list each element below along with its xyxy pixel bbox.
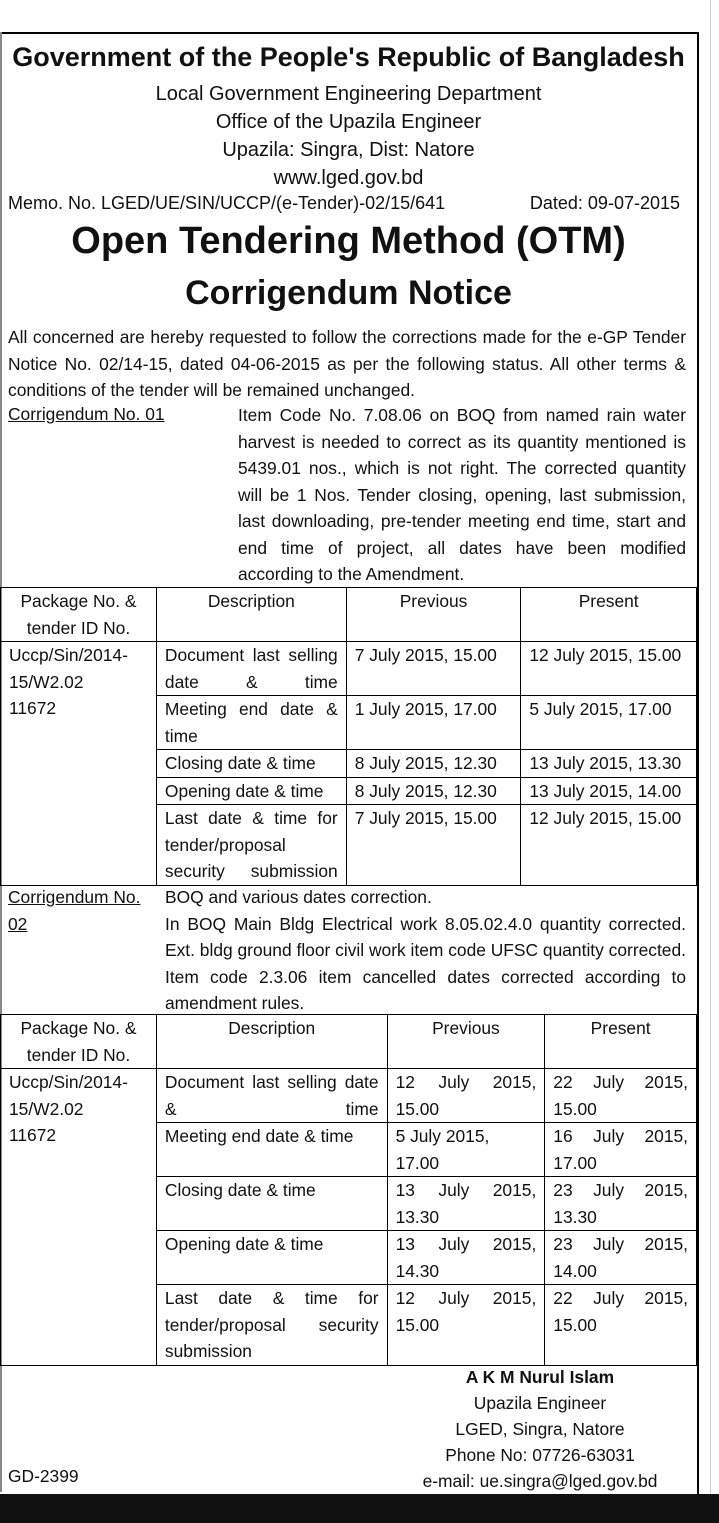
- header-package: Package No. & tender ID No.: [1, 1015, 157, 1069]
- dept-name: Local Government Engineering Department: [155, 83, 542, 105]
- package-line: Uccp/Sin/2014-: [9, 645, 128, 665]
- corrigendum-1-text: Item Code No. 7.08.06 on BOQ from named rain water harvest is needed to correct as its quantity mentioned is 5439.01 nos., which is not right. The corrected quantity will be 1 Nos. Tender closing, opening, last submission, last downloading, pre-tender meeting end time, start and end time of project, all dates have been modified according to the Amendment.: [238, 405, 686, 584]
- table-row: [1, 1069, 697, 1123]
- signatory-org: LGED, Singra, Natore: [455, 1419, 625, 1439]
- previous-cell: 13 July 2015, 14.30: [387, 1231, 545, 1285]
- corrigendum-1-label: Corrigendum No. 01: [8, 404, 165, 424]
- previous-cell: 5 July 2015, 17.00: [387, 1123, 545, 1177]
- description-cell: Opening date & time: [156, 777, 346, 805]
- description-cell: Last date & time for tender/proposal security submission: [156, 805, 346, 886]
- website: www.lged.gov.bd: [273, 167, 424, 189]
- package-line: 15/W2.02: [9, 671, 84, 692]
- present-cell: 12 July 2015, 15.00: [521, 642, 697, 696]
- signatory-designation: Upazila Engineer: [473, 1393, 607, 1413]
- signatory-name: A K M Nurul Islam: [465, 1367, 615, 1387]
- present-cell: 22 July 2015, 15.00: [545, 1285, 697, 1366]
- signatory-phone: Phone No: 07726-63031: [445, 1445, 635, 1465]
- header-previous: Previous: [346, 588, 521, 642]
- description-cell: Last date & time for tender/proposal security submission: [156, 1285, 387, 1366]
- description-cell: Closing date & time: [156, 1177, 387, 1231]
- memo-date: Dated: 09-07-2015: [529, 193, 680, 213]
- package-line: 15/W2.02: [9, 1098, 84, 1119]
- header-description: Description: [156, 588, 346, 642]
- present-cell: 13 July 2015, 13.30: [521, 750, 697, 778]
- table-row: [1, 642, 697, 696]
- footer-code: GD-2399: [8, 1466, 79, 1486]
- present-cell: 23 July 2015, 14.00: [545, 1231, 697, 1285]
- notice-subtitle: Corrigendum Notice: [185, 274, 512, 312]
- right-margin-strip: [710, 0, 719, 1494]
- present-cell: 5 July 2015, 17.00: [521, 696, 697, 750]
- previous-cell: 12 July 2015, 15.00: [387, 1285, 545, 1366]
- previous-cell: 12 July 2015, 15.00: [387, 1069, 545, 1123]
- signatory-email: e-mail: ue.singra@lged.gov.bd: [422, 1471, 658, 1491]
- header-present: Present: [521, 588, 697, 642]
- description-cell: Meeting end date & time: [156, 1123, 387, 1177]
- previous-cell: 1 July 2015, 17.00: [346, 696, 521, 750]
- office-location: Upazila: Singra, Dist: Natore: [222, 139, 475, 161]
- present-cell: 13 July 2015, 14.00: [521, 777, 697, 805]
- table-1: [0, 587, 697, 886]
- intro-paragraph: All concerned are hereby requested to follow the corrections made for the e-GP Tender Notice No. 02/14-15, dated 04-06-2015 as per the following status. All other terms & conditions of the tender will be remained unchanged.: [8, 327, 686, 400]
- package-line: 11672: [9, 1125, 57, 1145]
- corrigendum-2-body: In BOQ Main Bldg Electrical work 8.05.02.4.0 quantity corrected. Ext. bldg ground floor civil work item code UFSC quantity corrected. Item code 2.3.06 item cancelled dates corrected according to amendment rules.: [165, 913, 686, 1013]
- corrigendum-2-line1: BOQ and various dates correction.: [165, 887, 432, 907]
- header-description: Description: [156, 1015, 387, 1069]
- table-2: [0, 1014, 697, 1366]
- table-2-header-row: [1, 1015, 697, 1069]
- package-cell: [1, 642, 157, 886]
- header-previous: Previous: [387, 1015, 545, 1069]
- memo-row: [8, 193, 680, 214]
- present-cell: 22 July 2015, 15.00: [545, 1069, 697, 1123]
- previous-cell: 13 July 2015, 13.30: [387, 1177, 545, 1231]
- bottom-black-bar: [0, 1494, 719, 1523]
- previous-cell: 7 July 2015, 15.00: [346, 805, 521, 886]
- previous-cell: 7 July 2015, 15.00: [346, 642, 521, 696]
- description-cell: Meeting end date & time: [156, 696, 346, 750]
- package-line: 11672: [9, 698, 57, 718]
- description-cell: Document last selling date & time: [156, 642, 346, 696]
- memo-number: Memo. No. LGED/UE/SIN/UCCP/(e-Tender)-02/15/641: [8, 193, 446, 213]
- header-present: Present: [545, 1015, 697, 1069]
- corrigendum-2-label: Corrigendum No. 02: [8, 887, 141, 934]
- notice-title: Open Tendering Method (OTM): [71, 220, 626, 262]
- previous-cell: 8 July 2015, 12.30: [346, 777, 521, 805]
- description-cell: Document last selling date & time: [156, 1069, 387, 1123]
- table-1-header-row: [1, 588, 697, 642]
- description-cell: Closing date & time: [156, 750, 346, 778]
- package-cell: [1, 1069, 157, 1366]
- present-cell: 16 July 2015, 17.00: [545, 1123, 697, 1177]
- office-name: Office of the Upazila Engineer: [215, 111, 482, 133]
- present-cell: 23 July 2015, 13.30: [545, 1177, 697, 1231]
- present-cell: 12 July 2015, 15.00: [521, 805, 697, 886]
- corrigendum-2-text: [165, 884, 686, 1017]
- govt-heading: Government of the People's Republic of Bangladesh: [12, 42, 685, 72]
- header-package: Package No. & tender ID No.: [1, 588, 157, 642]
- package-line: Uccp/Sin/2014-: [9, 1072, 128, 1092]
- previous-cell: 8 July 2015, 12.30: [346, 750, 521, 778]
- description-cell: Opening date & time: [156, 1231, 387, 1285]
